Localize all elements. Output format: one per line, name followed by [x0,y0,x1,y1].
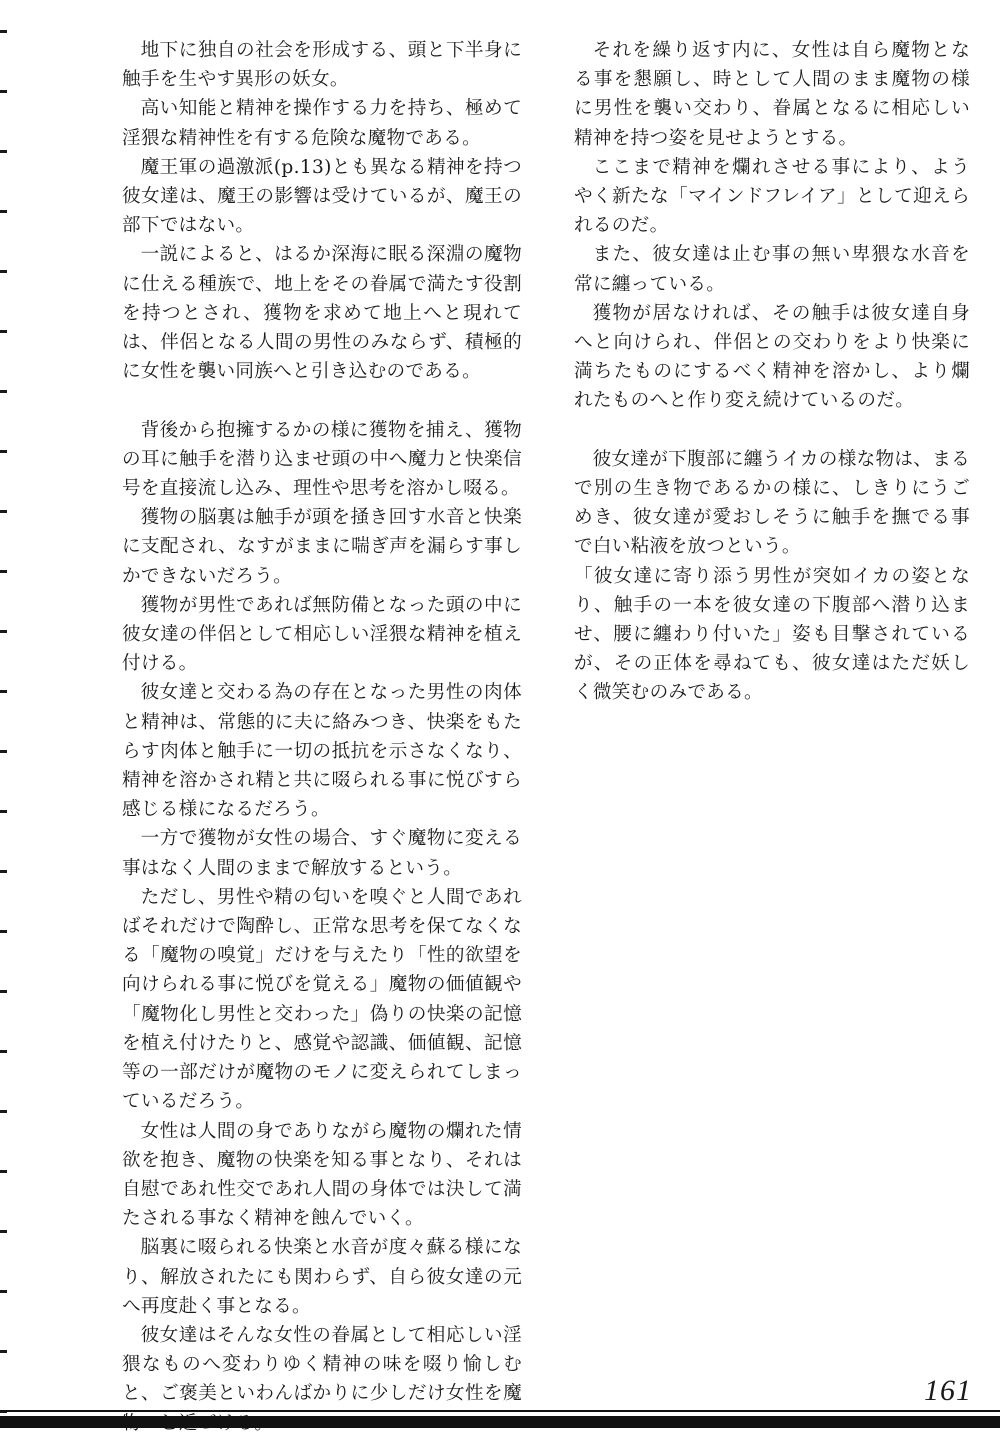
paragraph: 獲物が男性であれば無防備となった頭の中に彼女達の伴侶として相応しい淫猥な精神を植え付ける。 [122,594,522,675]
bottom-border [0,1416,1000,1428]
paragraph: 彼女達が下腹部に纏うイカの様な物は、まるで別の生き物であるかの様に、しきりにうごめき、彼女達が愛おしそうに触手を撫でる事で白い粘液を放つという。 [574,448,970,558]
paragraph: それを繰り返す内に、女性は自ら魔物となる事を懇願し、時として人間のまま魔物の様に男性を襲い交わり、眷属となるに相応しい精神を持つ姿を見せようとする。 [574,40,970,149]
paragraph: 「彼女達に寄り添う男性が突如イカの姿となり、触手の一本を彼女達の下腹部へ潜り込ませ、腰に纏わり付いた」姿も目撃されているが、その正体を尋ねても、彼女達はただ妖しく微笑むのみである。 [574,565,970,704]
paragraph: ここまで精神を爛れさせる事により、ようやく新たな「マインドフレイア」として迎えられるのだ。 [574,156,970,237]
paragraph: 獲物の脳裏は触手が頭を掻き回す水音と快楽に支配され、なすがままに喘ぎ声を漏らす事しかできないだろう。 [122,507,522,587]
paragraph: 獲物が居なければ、その触手は彼女達自身へと向けられ、伴侶との交わりをより快楽に満ちたものにするべく精神を溶かし、より爛れたものへと作り変え続けているのだ。 [574,302,970,412]
paragraph: 彼女達はそんな女性の眷属として相応しい淫猥なものへ変わりゆく精神の味を啜り愉しむと、ご褒美といわんばかりに少しだけ女性を魔 [122,1324,522,1405]
paragraph: 一方で獲物が女性の場合、すぐ魔物に変える事はなく人間のままで解放するという。 [122,828,522,879]
paragraph: 高い知能と精神を操作する力を持ち、極めて淫猥な精神性を有する危険な魔物である。 [122,98,522,149]
paragraph: 一説によると、はるか深海に眠る深淵の魔物に仕える種族で、地上をその眷属で満たす役割を持つとされ、獲物を求めて地上へと現れては、伴侶となる人間の男性のみならず、積極的に女性を襲い同族へと引き込むのである。 [122,244,522,383]
left-text-column [122,36,522,1438]
paragraph: 脳裏に啜られる快楽と水音が度々蘇る様になり、解放されたにも関わらず、自ら彼女達の元へ再度赴く事となる。 [122,1237,522,1317]
paragraph: 地下に独自の社会を形成する、頭と下半身に触手を生やす異形の妖女。 [122,40,522,91]
paragraph: ただし、男性や精の匂いを嗅ぐと人間であればそれだけで陶酔し、正常な思考を保てなくなる「魔物の嗅覚」だけを与えたり「性的欲望を向けられる事に悦びを覚える」魔物の価値観や「魔物化し男性と交わった」偽りの快楽の記憶を植え付けたりと、感覚や認識、価値観、記憶等の一部だけが魔物のモノに変えられてしまっているだろう。 [122,886,522,1113]
paragraph: 魔王軍の過激派(p.13)とも異なる精神を持つ彼女達は、魔王の影響は受けているが、魔王の部下ではない。 [122,156,522,237]
right-text-column [574,36,970,708]
paragraph: 女性は人間の身でありながら魔物の爛れた情欲を抱き、魔物の快楽を知る事となり、それは自慰であれ性交であれ人間の身体では決して満たされる事なく精神を蝕んでいく。 [122,1120,522,1230]
left-margin-rule [0,30,7,1425]
paragraph: 背後から抱擁するかの様に獲物を捕え、獲物の耳に触手を潜り込ませ頭の中へ魔力と快楽信号を直接流し込み、理性や思考を溶かし啜る。 [122,419,522,500]
paragraph: また、彼女達は止む事の無い卑猥な水音を常に纏っている。 [574,244,970,295]
bottom-border-thin [0,1410,1000,1412]
page-number: 161 [924,1374,972,1407]
paragraph: 彼女達と交わる為の存在となった男性の肉体と精神は、常態的に夫に絡みつき、快楽をもたらす肉体と触手に一切の抵抗を示さなくなり、精神を溶かされ精と共に啜られる事に悦びすら感じる様になるだろう。 [122,682,522,821]
